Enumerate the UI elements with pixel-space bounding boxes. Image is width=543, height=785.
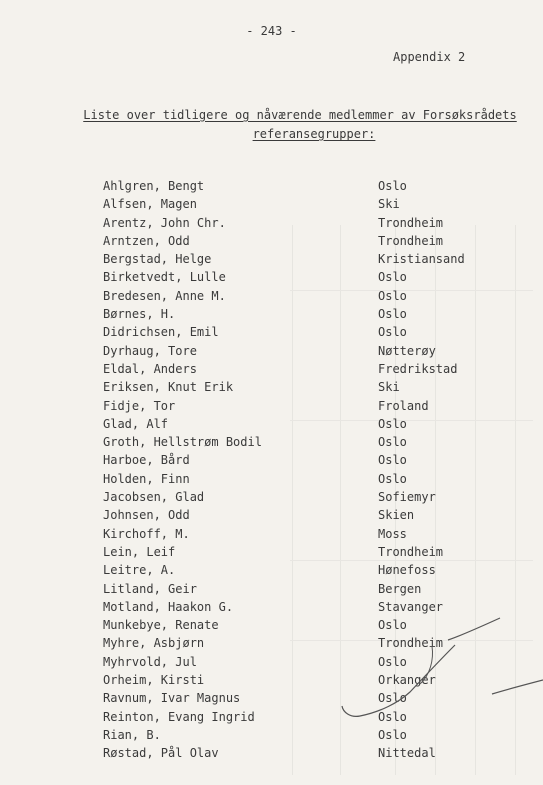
list-item — [103, 634, 503, 652]
list-item — [103, 433, 503, 451]
member-name: Myhrvold, Jul — [103, 654, 197, 669]
member-name: Jacobsen, Glad — [103, 490, 205, 505]
member-place: Bergen — [378, 581, 422, 596]
member-place: Oslo — [378, 691, 407, 706]
member-place: Sofiemyr — [378, 490, 436, 505]
member-place: Trondheim — [378, 544, 444, 559]
list-item — [103, 561, 503, 579]
member-place: Trondheim — [378, 636, 444, 651]
list-item — [103, 451, 503, 469]
appendix-label: Appendix 2 — [393, 50, 466, 64]
member-name: Groth, Hellstrøm Bodil — [103, 435, 262, 450]
member-name: Arntzen, Odd — [103, 233, 190, 248]
member-place: Oslo — [378, 727, 407, 742]
list-item — [103, 470, 503, 488]
member-name: Eldal, Anders — [103, 361, 197, 376]
member-place: Oslo — [378, 709, 407, 724]
title-line-2: referansegrupper: — [252, 127, 376, 141]
member-name: Didrichsen, Emil — [103, 325, 219, 340]
member-place: Kristiansand — [378, 252, 465, 267]
list-item — [103, 653, 503, 671]
member-name: Orheim, Kirsti — [103, 673, 205, 688]
list-item — [103, 250, 503, 268]
member-place: Ski — [378, 197, 400, 212]
member-name: Eriksen, Knut Erik — [103, 380, 234, 395]
list-item — [103, 323, 503, 341]
list-item — [103, 415, 503, 433]
list-item — [103, 506, 503, 524]
member-place: Oslo — [378, 288, 407, 303]
member-name: Dyrhaug, Tore — [103, 343, 197, 358]
list-item — [103, 543, 503, 561]
member-list — [103, 177, 503, 763]
member-name: Børnes, H. — [103, 307, 176, 322]
list-item — [103, 305, 503, 323]
member-place: Trondheim — [378, 215, 444, 230]
member-name: Fidje, Tor — [103, 398, 176, 413]
member-place: Skien — [378, 508, 415, 523]
member-place: Froland — [378, 398, 429, 413]
member-name: Alfsen, Magen — [103, 197, 197, 212]
list-item — [103, 360, 503, 378]
member-place: Oslo — [378, 270, 407, 285]
member-place: Oslo — [378, 307, 407, 322]
member-name: Kirchoff, M. — [103, 526, 190, 541]
member-name: Ahlgren, Bengt — [103, 179, 205, 193]
member-name: Glad, Alf — [103, 416, 169, 431]
member-name: Reinton, Evang Ingrid — [103, 709, 255, 724]
list-item — [103, 195, 503, 213]
list-item — [103, 342, 503, 360]
member-place: Oslo — [378, 453, 407, 468]
member-place: Nøtterøy — [378, 343, 436, 358]
member-place: Stavanger — [378, 599, 444, 614]
list-item — [103, 488, 503, 506]
title-line-1: Liste over tidligere og nåværende medlemmer av Forsøksrådets — [83, 108, 517, 122]
member-name: Myhre, Asbjørn — [103, 636, 205, 651]
member-name: Harboe, Bård — [103, 453, 190, 468]
member-name: Motland, Haakon G. — [103, 599, 234, 614]
member-place: Oslo — [378, 471, 407, 486]
member-place: Moss — [378, 526, 407, 541]
member-name: Litland, Geir — [103, 581, 197, 596]
list-item — [103, 287, 503, 305]
list-item — [103, 708, 503, 726]
list-item — [103, 177, 503, 195]
member-name: Arentz, John Chr. — [103, 215, 226, 230]
member-place: Oslo — [378, 435, 407, 450]
list-item — [103, 525, 503, 543]
list-item — [103, 744, 503, 762]
member-name: Leitre, A. — [103, 563, 176, 578]
list-item — [103, 598, 503, 616]
list-item — [103, 268, 503, 286]
document-title — [0, 106, 543, 144]
list-item — [103, 397, 503, 415]
member-name: Holden, Finn — [103, 471, 190, 486]
page-number: - 243 - — [246, 24, 297, 38]
member-place: Oslo — [378, 179, 407, 193]
member-place: Oslo — [378, 654, 407, 669]
member-name: Røstad, Pål Olav — [103, 746, 219, 761]
member-place: Oslo — [378, 618, 407, 633]
member-place: Trondheim — [378, 233, 444, 248]
list-item — [103, 616, 503, 634]
member-place: Nittedal — [378, 746, 436, 761]
member-name: Johnsen, Odd — [103, 508, 190, 523]
member-name: Ravnum, Ivar Magnus — [103, 691, 241, 706]
list-item — [103, 232, 503, 250]
member-place: Fredrikstad — [378, 361, 458, 376]
member-name: Bredesen, Anne M. — [103, 288, 226, 303]
member-name: Bergstad, Helge — [103, 252, 212, 267]
member-name: Munkebye, Renate — [103, 618, 219, 633]
member-place: Oslo — [378, 325, 407, 340]
list-item — [103, 214, 503, 232]
list-item — [103, 671, 503, 689]
member-name: Rian, B. — [103, 727, 161, 742]
member-place: Hønefoss — [378, 563, 436, 578]
member-place: Ski — [378, 380, 400, 395]
list-item — [103, 378, 503, 396]
member-name: Lein, Leif — [103, 544, 176, 559]
list-item — [103, 689, 503, 707]
list-item — [103, 726, 503, 744]
member-place: Oslo — [378, 416, 407, 431]
member-place: Orkanger — [378, 673, 436, 688]
member-name: Birketvedt, Lulle — [103, 270, 226, 285]
list-item — [103, 580, 503, 598]
